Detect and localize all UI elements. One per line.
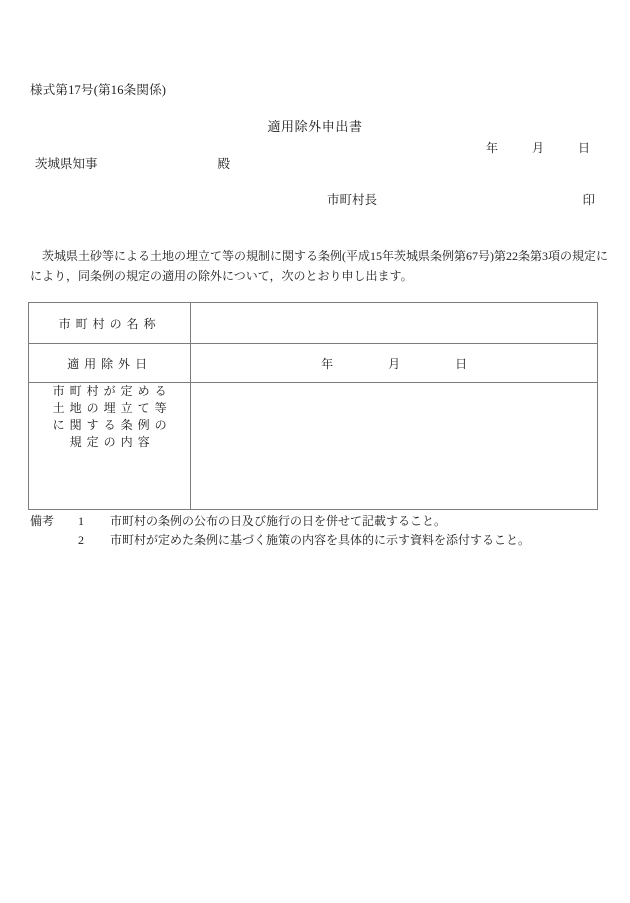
table-row [29,383,598,510]
table-row [29,303,598,344]
note-text: 市町村の条例の公布の日及び施行の日を併せて記載すること。 [110,514,447,528]
signer-role: 市町村長 [327,193,378,207]
note-number: 1 [78,514,84,528]
table-date-day: 日 [455,356,468,371]
ordinance-label-line-3: に関する条例の [52,418,172,432]
header-date-line [486,139,590,156]
body-paragraph [30,246,608,286]
notes-label-spacer [30,531,72,550]
ordinance-label-line-4: 規定の内容 [69,435,155,449]
form-number: 様式第17号(第16条関係) [30,83,167,97]
ordinance-label-line-2: 土地の埋立て等 [52,401,172,415]
addressee-honorific: 殿 [217,157,231,171]
note-number: 2 [78,533,84,547]
ordinance-label-line-1: 市町村が定める [52,384,172,398]
row-label-exemption-date: 適用除外日 [29,344,191,383]
header-date-month: 月 [531,141,544,155]
row-value-municipality-name[interactable] [191,303,598,344]
table-date-month: 月 [388,356,401,371]
addressee [35,154,230,172]
row-label-municipality-name: 市町村の名称 [29,303,191,344]
notes-label: 備考 [30,514,55,528]
table-row [29,344,598,383]
header-date-year: 年 [485,141,498,155]
row-value-exemption-date[interactable] [191,344,598,383]
notes-section [30,512,530,550]
document-title: 適用除外申出書 [267,119,363,134]
header-date-day: 日 [577,141,590,155]
table-date-year: 年 [321,356,334,371]
note-item [30,512,530,531]
seal-mark: 印 [582,193,595,207]
row-value-ordinance-content[interactable] [191,383,598,510]
note-text: 市町村が定めた条例に基づく施策の内容を具体的に示す資料を添付すること。 [110,533,531,547]
application-table [28,302,598,510]
body-line-1: 茨城県土砂等による土地の埋立て等の規制に関する条例(平成15年茨城県条例第67号)第22条第3項の規定に [42,249,608,263]
row-label-ordinance-content [29,383,191,510]
note-item [30,531,530,550]
signer-line [327,190,595,208]
addressee-name: 茨城県知事 [35,157,98,171]
body-line-2: により，同条例の規定の適用の除外について，次のとおり申し出ます。 [30,269,413,283]
